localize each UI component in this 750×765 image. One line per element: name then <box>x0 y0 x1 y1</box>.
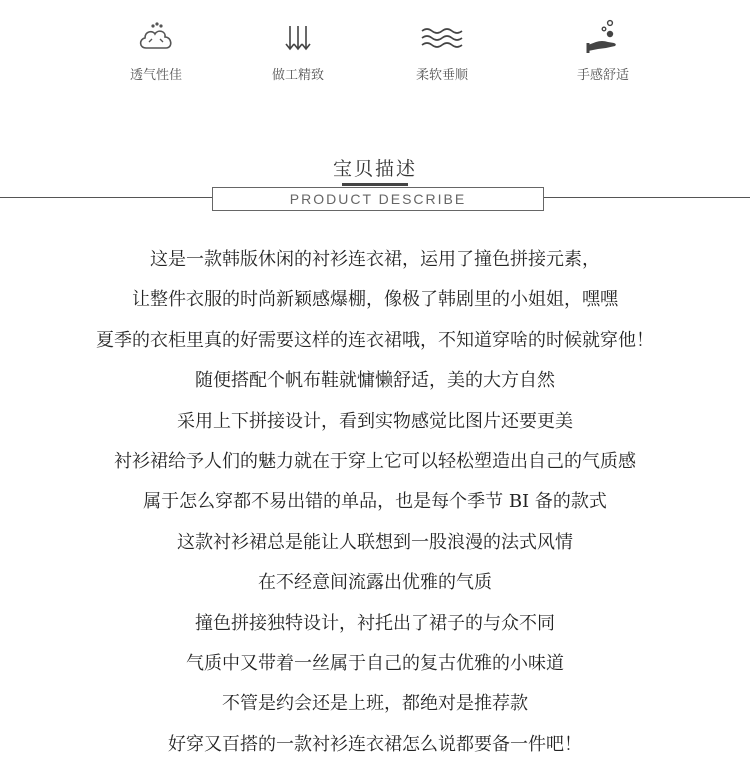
waves-icon <box>419 18 465 58</box>
feature-label: 做工精致 <box>271 68 324 83</box>
description-line: 不管是约会还是上班，都绝对是推荐款 <box>222 693 528 715</box>
down-arrows-icon <box>275 18 321 58</box>
title-underline-bar <box>342 183 408 186</box>
section-subtitle: PRODUCT DESCRIBE <box>212 187 544 211</box>
description-line: 让整件衣服的时尚新颖感爆棚，像极了韩剧里的小姐姐，嘿嘿 <box>132 289 618 311</box>
description-line: 随便搭配个帆布鞋就慵懒舒适，美的大方自然 <box>195 370 555 392</box>
description-line: 在不经意间流露出优雅的气质 <box>258 572 492 594</box>
description-line: 气质中又带着一丝属于自己的复古优雅的小味道 <box>186 652 564 674</box>
section-header <box>0 150 750 220</box>
feature-label: 透气性佳 <box>129 68 182 83</box>
feature-comfortable-touch <box>543 18 663 83</box>
description-line: 衬衫裙给予人们的魅力就在于穿上它可以轻松塑造出自己的气质感 <box>114 450 636 472</box>
description-line: 属于怎么穿都不易出错的单品，也是每个季节 BI 备的款式 <box>143 491 607 513</box>
description-line: 采用上下拼接设计，看到实物感觉比图片还要更美 <box>177 410 573 432</box>
description-line: 这款衬衫裙总是能让人联想到一股浪漫的法式风情 <box>177 531 573 553</box>
feature-label: 手感舒适 <box>576 68 629 83</box>
hand-bubbles-icon <box>580 18 626 58</box>
feature-craftsmanship <box>238 18 358 83</box>
feature-label: 柔软垂顺 <box>415 68 468 83</box>
cloud-hands-icon <box>133 18 179 58</box>
section-title: 宝贝描述 <box>332 158 417 180</box>
description-line: 夏季的衣柜里真的好需要这样的连衣裙哦，不知道穿啥的时候就穿他！ <box>96 329 654 351</box>
feature-soft-drape <box>382 18 502 83</box>
feature-breathable <box>96 18 216 83</box>
description-line: 这是一款韩版休闲的衬衫连衣裙，运用了撞色拼接元素， <box>150 249 600 270</box>
feature-row <box>0 18 750 98</box>
description-line: 撞色拼接独特设计，衬托出了裙子的与众不同 <box>195 612 555 634</box>
description-line: 好穿又百搭的一款衬衫连衣裙怎么说都要备一件吧！ <box>168 733 582 755</box>
description-text <box>0 240 750 765</box>
